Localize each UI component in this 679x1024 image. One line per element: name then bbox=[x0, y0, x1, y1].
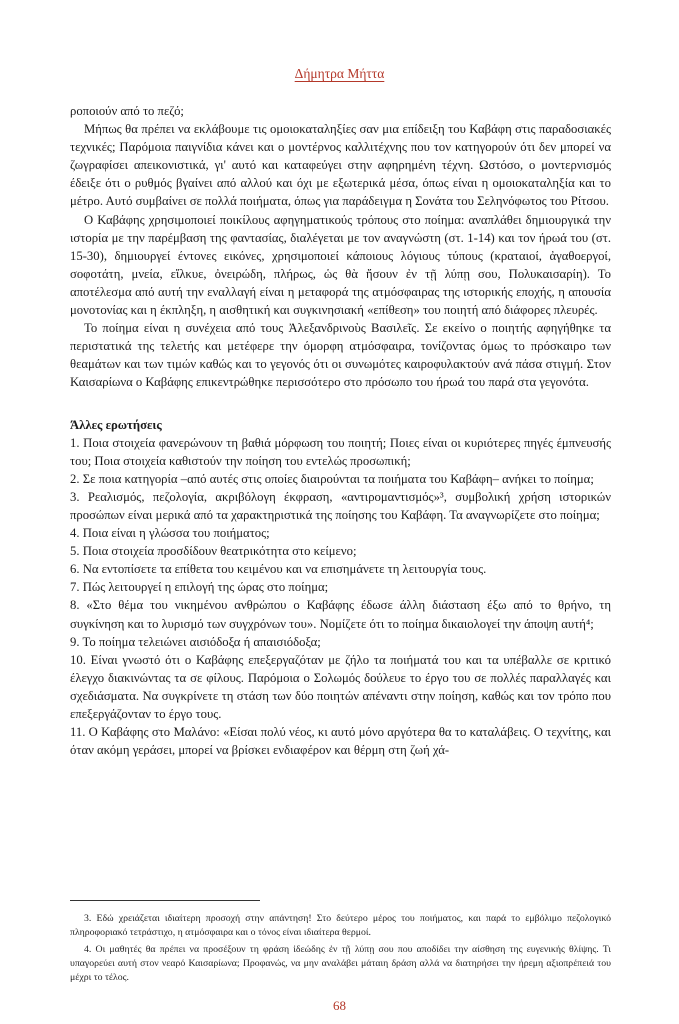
footnote: 4. Οι μαθητές θα πρέπει να προσέξουν τη φράση ἰδεώδης ἐν τῇ λύπῃ σου που αποδίδει την αίσθηση της ευγενικής θλίψης. Τι υπαγορεύει αυτή στον νεαρό Καισαρίωνα; Προφανώς, να μην αναλάβει μάταιη δράση αλλά να διατηρήσει την ήρεμη αξιοπρέπειά του μέχρι το τέλος. bbox=[70, 944, 611, 983]
list-item: 4. Ποια είναι η γλώσσα του ποιήματος; bbox=[70, 526, 270, 541]
paragraph: Μήπως θα πρέπει να εκλάβουμε τις ομοιοκαταληξίες σαν μια επίδειξη του Καβάφη στις παραδοσιακές τεχνικές; Παρόμοια παιγνίδια κάνει και ο μοντέρνος καλλιτέχνης που τον κατηγορούν ότι δεν μπορεί να ζωγραφίσει απεικονιστικά, γι' αυτό και καταφεύγει στην αφηρημένη τέχνη. Ωστόσο, ο μοντερνισμός έδειξε ότι ο ρυθμός βγαίνει από αλλού και όχι με εξωτερικά μέσα, όπως είναι η ομοιοκαταληξία και το μέτρο. Αυτό συμβαίνει σε πολλά ποιήματα, όπως για παράδειγμα η Σονάτα του Σεληνόφωτος του Ρίτσου. bbox=[70, 122, 611, 209]
section-heading: Άλλες ερωτήσεις bbox=[70, 417, 162, 432]
questions-list bbox=[70, 434, 611, 760]
list-item: 11. Ο Καβάφης στο Μαλάνο: «Είσαι πολύ νέος, κι αυτό μόνο αργότερα θα το καταλάβεις. Ο τεχνίτης, και όταν ακόμη γεράσει, μπορεί να βρίσκει ενδιαφέρον και θέρμη στη ζωή χά- bbox=[70, 725, 611, 758]
list-item: 1. Ποια στοιχεία φανερώνουν τη βαθιά μόρφωση του ποιητή; Ποιες είναι οι κυριότερες πηγές έμπνευσής του; Ποια στοιχεία καθιστούν την ποίηση του εντελώς προσωπική; bbox=[70, 435, 611, 468]
running-header-author: Δήμητρα Μήττα bbox=[294, 66, 385, 81]
list-item: 10. Είναι γνωστό ότι ο Καβάφης επεξεργαζόταν με ζήλο τα ποιήματά του και τα υπέβαλλε σε κριτικό έλεγχο διακινώντας τα σε φίλους. Παρόμοια ο Σολωμός δούλευε το έργο του σε πολλές παραλλαγές και σχεδιάσματα. Να συγκρίνετε τη στάση των δύο ποιητών απέναντι στην ποίηση, καθώς και τον τρόπο που επεξεργάζονταν το έργο τους. bbox=[70, 652, 611, 721]
list-item: 9. Το ποίημα τελειώνει αισιόδοξα ή απαισιόδοξα; bbox=[70, 634, 321, 649]
list-item: 5. Ποια στοιχεία προσδίδουν θεατρικότητα στο κείμενο; bbox=[70, 544, 357, 559]
footnote: 3. Εδώ χρειάζεται ιδιαίτερη προσοχή στην απάντηση! Στο δεύτερο μέρος του ποιήματος, και παρά το εμβόλιμο πεζολογικό πληροφοριακό τετράστιχο, η ατμόσφαιρα και ο τόνος είναι ιδιαίτερα θερμοί. bbox=[70, 913, 611, 938]
page-number: 68 bbox=[333, 998, 346, 1013]
footnote-divider bbox=[70, 900, 260, 901]
footnotes bbox=[70, 912, 611, 988]
paragraph: Το ποίημα είναι η συνέχεια από τους Ἀλεξανδρινοὺς Βασιλεῖς. Σε εκείνο ο ποιητής αφηγήθηκε τα περιστατικά της τελετής και μετέφερε την όμορφη ατμόσφαιρα, τονίζοντας όμως το πρόσκαιρο των θεαμάτων και των τιμών καθώς και το γεγονός ότι οι συνωμότες καιροφυλακτούν ανά πάσα στιγμή. Στον Καισαρίωνα ο Καβάφης επικεντρώθηκε περισσότερο στο πρόσωπο του ήρωά του παρά στα γεγονότα. bbox=[70, 321, 611, 390]
list-item: 3. Ρεαλισμός, πεζολογία, ακριβόλογη έκφραση, «αντιρομαντισμός»³, συμβολική χρήση ιστορικών προσώπων είναι μερικά από τα χαρακτηριστικά της ποίησης του Καβάφη. Τα αναγνωρίζετε στο ποίημα; bbox=[70, 489, 611, 522]
paragraph: ροποιούν από το πεζό; bbox=[70, 104, 184, 118]
list-item: 6. Να εντοπίσετε τα επίθετα του κειμένου και να επισημάνετε τη λειτουργία τους. bbox=[70, 562, 487, 577]
list-item: 7. Πώς λειτουργεί η επιλογή της ώρας στο ποίημα; bbox=[70, 580, 329, 595]
list-item: 2. Σε ποια κατηγορία –από αυτές στις οποίες διαιρούνται τα ποιήματα του Καβάφη– ανήκει το ποίημα; bbox=[70, 471, 594, 486]
list-item: 8. «Στο θέμα του νικημένου ανθρώπου ο Καβάφης έδωσε άλλη διάσταση έξω από το θρήνο, τη συγκίνηση και το λυρισμό των συγχρόνων του». Νομίζετε ότι το ποίημα δικαιολογεί την άποψη αυτή⁴; bbox=[70, 598, 611, 631]
main-text bbox=[70, 102, 611, 759]
paragraph: Ο Καβάφης χρησιμοποιεί ποικίλους αφηγηματικούς τρόπους στο ποίημα: αναπλάθει δημιουργικά την ιστορία με την παρέμβαση της φαντασίας, διαλέγεται με τον αναγνώστη (στ. 1-14) και τον ήρωά του (στ. 15-30), δημιουργεί έντονες εικόνες, χρησιμοποιεί κάποιους λόγιους τύπους (κραταιοί, ἀγαθοεργοί, σοφοτάτη, μνεία, εἵλκυε, ὀνειρώδη, πλήρως, ὡς θὰ ἤσουν ἐν τῇ λύπῃ σου, Πολυκαισαρίη). Το αποτέλεσμα από αυτή την εναλλαγή είναι η μεταφορά της ατμόσφαιρας της ιστορικής εποχής, η απουσία μονοτονίας και η έκπληξη, η αισθητική και συγκινησιακή «επίθεση» του ποιητή από διάφορες πλευρές. bbox=[70, 212, 611, 318]
